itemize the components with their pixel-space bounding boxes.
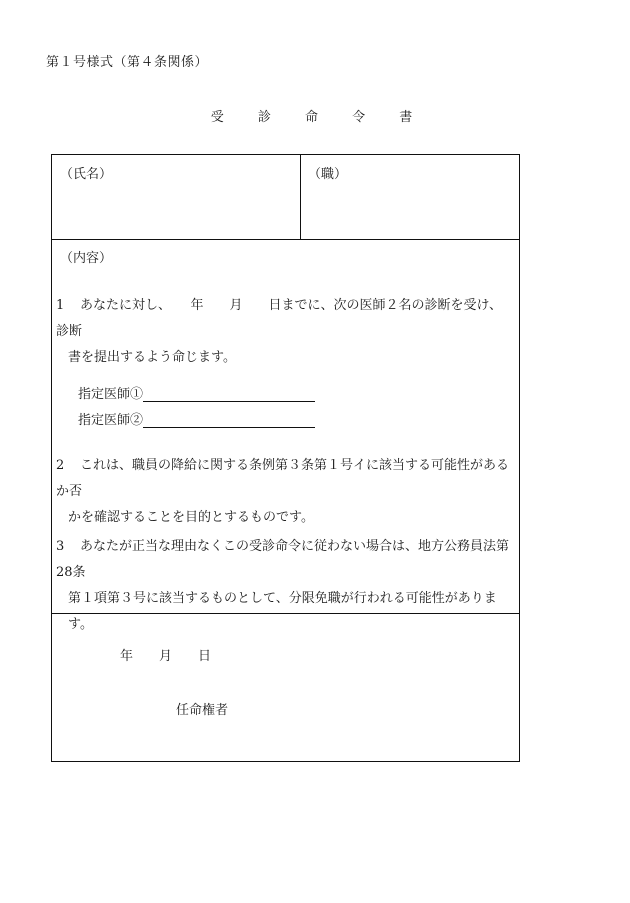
issue-date: 年 月 日 [120,649,212,664]
content-label: （内容） [60,251,113,266]
signature-section [52,613,519,763]
item-number: 2 [56,458,65,473]
designated-doctor-1-line [143,388,315,402]
form-box [51,154,520,762]
form-number: 第１号様式（第４条関係） [46,55,209,70]
appointing-authority: 任命権者 [176,703,229,718]
post-label: （職） [308,167,348,182]
content-item-2 [56,453,512,531]
item-text-line: 書を提出するよう命じます。 [68,350,236,365]
name-label: （氏名） [60,167,113,182]
designated-doctor-2-line [143,414,315,428]
item-number: 3 [56,539,65,554]
item-text-line: かを確認することを目的とするものです。 [68,510,314,525]
item-number: 1 [56,298,65,313]
name-post-row [52,155,519,240]
item-text-line: 第１項第３号に該当するものとして、分限免職が行われる可能性があります。 [68,591,497,632]
designated-doctor-1-label: 指定医師① [78,387,144,402]
designated-doctor-2 [78,409,315,428]
designated-doctor-1 [78,383,315,402]
item-text-line: あなたが正当な理由なくこの受診命令に従わない場合は、地方公務員法第28条 [56,539,510,580]
content-item-1 [56,293,512,371]
item-text-line: あなたに対し、 年 月 日までに、次の医師２名の診断を受け、診断 [56,298,502,339]
content-section [52,239,519,632]
column-divider [300,155,301,239]
designated-doctor-2-label: 指定医師② [78,413,144,428]
document-title: 受 診 命 令 書 [210,110,428,125]
item-text-line: これは、職員の降給に関する条例第３条第１号イに該当する可能性があるか否 [56,458,510,499]
